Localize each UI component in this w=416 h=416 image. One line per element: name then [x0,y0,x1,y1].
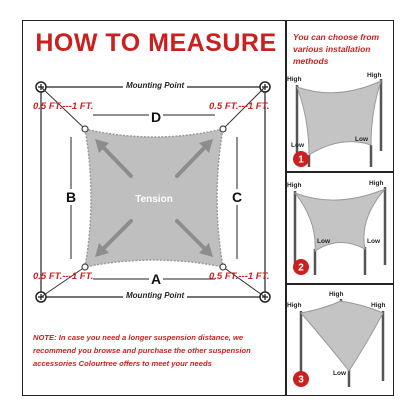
method-3-badge [291,369,311,389]
method-3-number: 3 [298,374,304,386]
ring-bottom-left [82,264,88,270]
mount-label-top: Mounting Point [123,81,187,90]
ring-bottom-right [220,264,226,270]
suspension-note: NOTE: In case you need a longer suspension distance, we recommend you browse and purchase the other suspension accessories Colourtree offers to meet your needs [33,333,251,368]
method-1-label-high-right: High [367,72,382,79]
method-3-label-high-left: High [287,302,302,309]
method-3-label-low: Low [333,370,346,377]
side-label-a: A [151,271,162,287]
method-1-number: 1 [298,154,304,166]
method-2-label-low-left: Low [317,238,330,245]
distance-top-left: 0.5 FT.---1 FT. [33,101,94,112]
method-2-label-high-left: High [287,182,302,189]
method-separator-2 [287,283,393,285]
distance-bottom-right: 0.5 FT.---1 FT. [209,271,270,282]
ring-top-left [82,126,88,132]
method-1-label-high-left: High [287,76,302,83]
side-label-d: D [151,109,162,125]
method-3-label-high-center: High [329,291,344,298]
method-1-label-low-right: Low [355,136,368,143]
method-3-label-high-right: High [371,302,386,309]
method-separator-1 [287,171,393,173]
center-label: Tension [135,194,173,205]
side-label-b: B [66,189,77,205]
distance-bottom-left: 0.5 FT.---1 FT. [33,271,94,282]
method-2-label-low-right: Low [367,238,380,245]
method-2-badge [291,257,311,277]
method-2-label-high-right: High [369,180,384,187]
distance-top-right: 0.5 FT.---1 FT. [209,101,270,112]
outer-frame [22,20,394,396]
methods-intro: You can choose from various installation methods [293,32,380,66]
mount-label-bottom: Mounting Point [123,291,187,300]
page-title: HOW TO MEASURE [35,29,277,57]
method-1-label-low-left: Low [291,142,304,149]
method-1-badge [291,149,311,169]
ring-top-right [220,126,226,132]
method-2-number: 2 [298,262,304,274]
side-label-c: C [232,189,243,205]
